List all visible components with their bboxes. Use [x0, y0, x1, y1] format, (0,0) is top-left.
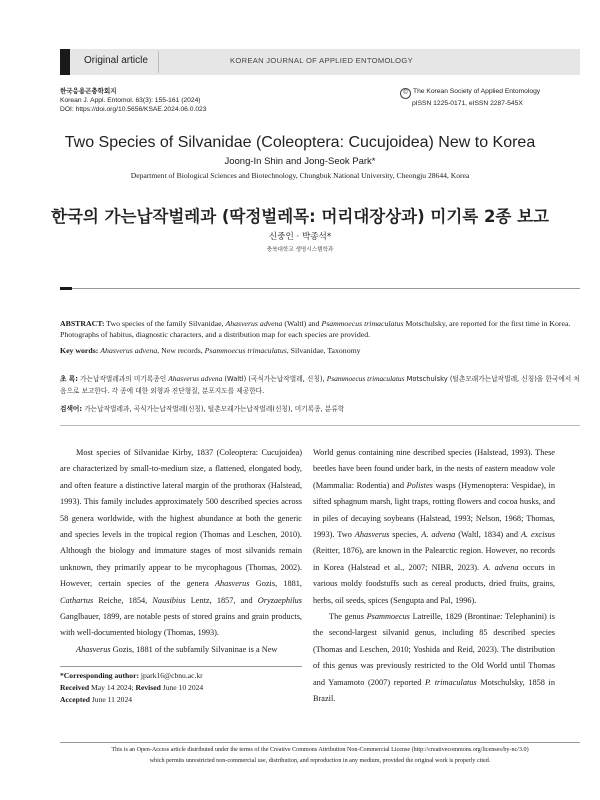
journal-name: KOREAN JOURNAL OF APPLIED ENTOMOLOGY: [230, 56, 413, 65]
accepted-label: Accepted: [60, 695, 90, 704]
species-name: A. excisus: [520, 530, 555, 540]
abstract-text: Motschulsky, are reported for the first time in Korea. Photographs of habitus, diagnostic characters, and a distribution map for each species are provided.: [60, 319, 571, 339]
korean-abstract-text: Motschulsky (털촌모래가는납작벌레, 신칭)을 한국에서 처음으로 보고한다. 각 종에 대한 외형과 진단형질, 분포지도를 제공한다.: [60, 375, 580, 395]
keyword: Psammoecus trimaculatus: [204, 346, 287, 355]
text: Latreille, 1829 (Brontinae: Telephanini) is the second-largest silvanid genus, including 85 described species (Thomas and Leschen, 2010; Yoshida and Reid, 2023). The distribution of this genus was previously restricted to the Old World until Thomas and Yamamoto (2007) reported: [313, 612, 555, 687]
text: (Reitter, 1876), are known in the Palearctic region. However, no records in Korea (Halstead et al., 2007; NIBR, 2023).: [313, 546, 555, 572]
species-name: A. advena: [483, 562, 519, 572]
korean-keywords-text: 가는납작벌레과, 곡식가는납작벌레(신칭), 털촌모래가는납작벌레(신칭), 미기록종, 분류학: [82, 405, 345, 413]
journal-korean-name: 한국응용곤충학회지: [60, 87, 117, 95]
citation: Korean J. Appl. Entomol. 63(3): 155-161 (2024): [60, 97, 201, 104]
section-rule: [72, 288, 580, 289]
text: The genus: [329, 612, 367, 622]
license-line: This is an Open-Access article distributed under the terms of the Creative Commons Attribution Non-Commercial License (http://creativecommons.org/licenses/by-nc/3.0): [111, 747, 529, 753]
body-paragraph: [313, 445, 555, 609]
body-column-left: [60, 445, 302, 658]
body-paragraph: [313, 609, 555, 707]
received-label: Received: [60, 683, 90, 692]
revised-date: June 10 2024: [160, 683, 204, 692]
header-divider: [158, 51, 159, 73]
korean-abstract-text: (Waltl) (곡식가는납작벌레, 신칭),: [222, 375, 327, 383]
genus-name: Polistes: [406, 480, 433, 490]
citation-block: [60, 87, 206, 114]
keyword: Ahasverus advena: [100, 346, 158, 355]
korean-abstract-text: 가는납작벌레과의 미기록종인: [77, 375, 169, 383]
abstract-text: (Waltl) and: [282, 319, 322, 328]
species-name: P. trimaculatus: [425, 677, 477, 687]
korean-abstract: [60, 373, 580, 397]
species-name: Psammoecus trimaculatus: [321, 319, 404, 328]
species-name: A. advena: [421, 530, 456, 540]
genus-name: Ahasverus: [354, 530, 390, 540]
authors: Joong-In Shin and Jong-Seok Park*: [224, 156, 376, 167]
license-line: which permits unrestricted non-commercial use, distribution, and reproduction in any medium, provided the original work is properly cited.: [149, 757, 491, 764]
text: (Waltl, 1834) and: [455, 530, 521, 540]
species-name: Ahasverus advena: [225, 319, 283, 328]
section-rule-accent: [60, 287, 72, 290]
genus-name: Ahasverus: [76, 644, 111, 654]
text: species,: [389, 530, 422, 540]
doi-link[interactable]: DOI: https://doi.org/10.5656/KSAE.2024.06.0.023: [60, 106, 207, 113]
korean-keywords-label: 검색어:: [60, 405, 83, 413]
abstract-label: ABSTRACT:: [60, 319, 105, 328]
text: wasps (Hymenoptera: Vespidae), in sifted sphagnum marsh, light traps, rotting flowers and cocoa husks, and in piles of decaying soybeans (Halstead, 1993; Nelson, 1968; Thomas, 1993). Two: [313, 480, 555, 540]
genus-name: Nausibius: [152, 595, 186, 605]
text: World genus containing nine described species (Halstead, 1993). These beetles have been found under bark, in the nests of eastern meadow vole (Mammalia: Rodentia) and: [313, 448, 555, 490]
korean-authors: 신중인 · 박종석*: [268, 232, 332, 242]
keywords: [60, 345, 580, 356]
keywords-label: Key words:: [60, 346, 99, 355]
keyword: , New records,: [157, 346, 205, 355]
text: Ganglbauer, 1899, are notable pests of stored grains and grain products, with well-documented biology (Thomas, 1993).: [60, 612, 302, 638]
affiliation: Department of Biological Sciences and Biotechnology, Chungbuk National University, Cheongju 28644, Korea: [130, 171, 470, 180]
abstract-text: Two species of the family Silvanidae,: [104, 319, 226, 328]
text: Gozis, 1881 of the subfamily Silvaninae is a New: [110, 644, 278, 654]
korean-keywords: [60, 403, 580, 415]
text: Motschulsky, 1858 in Brazil.: [313, 677, 556, 704]
accepted-date: June 11 2024: [89, 695, 133, 704]
abstract-divider: [60, 425, 580, 426]
korean-title: 한국의 가는납작벌레과 (딱정벌레목: 머리대장상과) 미기록 2종 보고: [51, 207, 549, 226]
issn: pISSN 1225-0171, eISSN 2287-545X: [412, 100, 523, 107]
keyword: , Silvanidae, Taxonomy: [286, 346, 361, 355]
genus-name: Ahasverus: [214, 579, 250, 589]
article-type: Original article: [84, 55, 148, 66]
text: Lentz, 1857, and: [185, 595, 258, 605]
body-paragraph: [60, 445, 302, 642]
footnote-rule: [60, 666, 302, 667]
genus-name: Psammoecus: [366, 612, 410, 622]
abstract: [60, 318, 580, 340]
article-title: Two Species of Silvanidae (Coleoptera: Cucujoidea) New to Korea: [64, 134, 536, 151]
species-name: Psammoecus trimaculatus: [326, 374, 405, 383]
received-date: May 14 2024;: [89, 683, 136, 692]
body-column-right: [313, 445, 555, 708]
footnote: [60, 670, 302, 706]
license-footer: [60, 742, 580, 773]
genus-name: Oryzaephilus: [257, 595, 302, 605]
text: Gozis, 1881,: [249, 579, 303, 589]
text: occurs in various moldy foodstuffs such as cereal products, dried fruits, grains, herbs, oil seeds, spices (Sengupta and Pal, 1996).: [313, 562, 555, 605]
corresponding-label: *Corresponding author:: [60, 671, 139, 680]
revised-label: Revised: [135, 683, 161, 692]
korean-abstract-label: 초 록:: [60, 375, 78, 383]
text: Most species of Silvanidae Kirby, 1837 (Coleoptera: Cucujoidea) are characterized by small-to-medium size, a flattened, elongated body, and often feature a distinctive lateral margin of the prothorax (Halstead, 1993). This family includes approximately 500 described species across 58 genera worldwide, with the highest abundance at both the generic and species levels in the tropical region (Thomas and Leschen, 2010). Although the biology and immature stages of most silvanids remain unknown, they primarily appear to be mycophagous (Thomas, 2002). However, certain species of the genera: [60, 448, 302, 589]
header-accent: [60, 49, 70, 75]
genus-name: Cathartus: [60, 595, 94, 605]
body-paragraph: [60, 642, 302, 658]
corresponding-email[interactable]: jpark16@cbnu.ac.kr: [138, 671, 203, 680]
copyright-block: [400, 87, 540, 108]
text: Reiche, 1854,: [93, 595, 153, 605]
copyright-text: The Korean Society of Applied Entomology: [413, 88, 541, 95]
copyright-icon: ©: [400, 88, 411, 99]
species-name: Ahasverus advena: [168, 374, 223, 383]
korean-affiliation: 충북대학교 생명시스템학과: [266, 247, 334, 253]
